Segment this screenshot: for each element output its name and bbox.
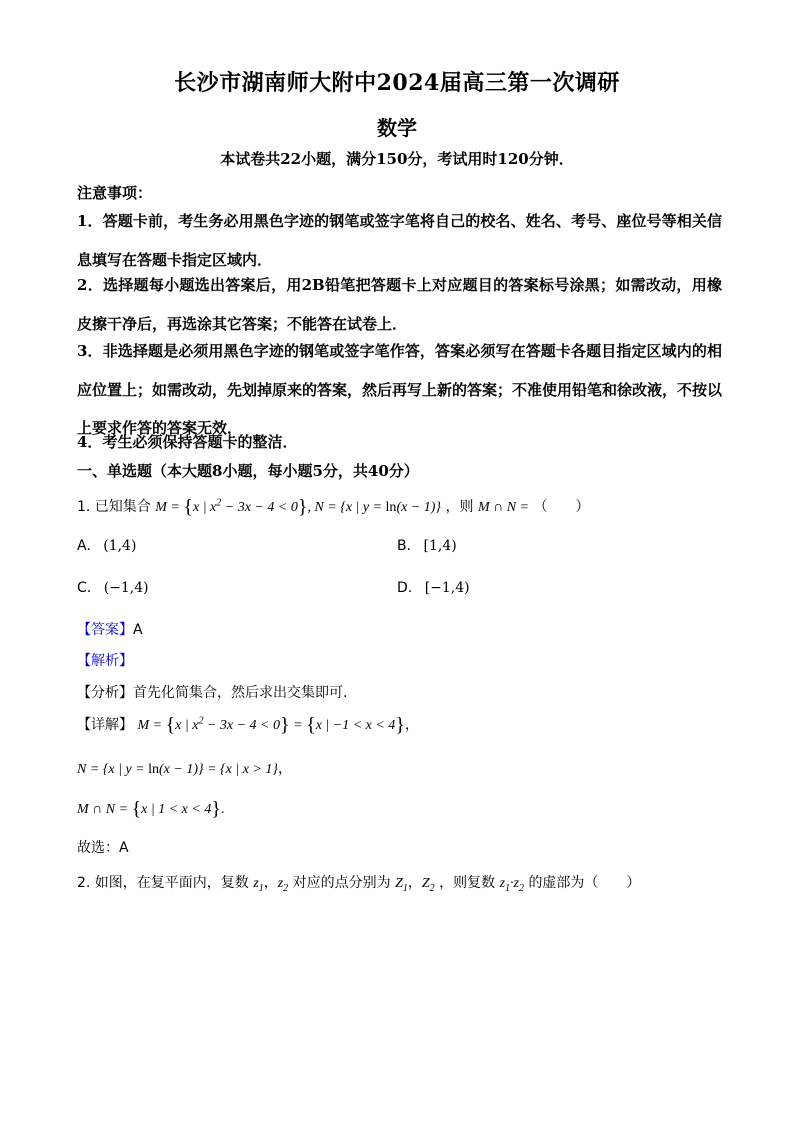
option-c [77,580,149,596]
analysis-tag: 【解析】 [77,653,133,669]
fenxi-tag: 【分析】 [77,685,133,701]
notice-heading: 注意事项： [77,184,153,202]
option-a-label: A. [77,538,91,554]
notice-item-3: 3．非选择题是必须用黑色字迹的钢笔或签字笔作答，答案必须写在答题卡各题目指定区域内的相应位置上；如需改动，先划掉原来的答案，然后再写上新的答案；不准使用铅笔和徐改液，不按以上要求作答的答案无效． [77,342,723,437]
answer-value: A [133,622,143,638]
option-d-value: [−1,4) [424,580,470,596]
question-2-text-a: 2. 如图，在复平面内，复数 [77,875,249,891]
option-b-label: B. [397,538,412,554]
option-b-value: [1,4) [423,538,457,554]
subject-title: 数学 [377,116,417,140]
question-2-product: $z_1\cdot z_2$ [499,876,524,894]
option-a [77,538,136,554]
detail-formula-3: M ∩ N = {x | 1 < x < 4}. [77,798,225,820]
fenxi-line [77,682,347,702]
question-2-text-d: 的虚部为（ ） [528,875,641,891]
detail-formula-1: M = {x | $x^2 - 3x - 4 < 0\} = \{x$ | −1 < x < 4}， [137,714,419,736]
question-1-paren: （ ） [533,499,590,515]
exam-title: 长沙市湖南师大附中2024届高三第一次调研 [174,70,620,96]
option-d-label: D. [397,580,413,596]
question-2-text-b: 对应的点分别为 [292,875,391,891]
notice-item-4: 4．考生必须保持答题卡的整洁． [77,433,298,451]
detail-formula-2: N = {x | y = ln(x − 1)} = {x | x > 1}， [77,762,292,777]
question-1-formula: M = {x | $x^2 - 3x - 4 < 0$}, N = {x | y = ln(x − 1)} [155,496,442,518]
notice-item-2: 2．选择题每小题选出答案后，用2B铅笔把答题卡上对应题目的答案标号涂黑；如需改动，用橡皮擦干净后，再选涂其它答案；不能答在试卷上． [77,276,722,333]
notice-item-1: 1．答题卡前，考生务必用黑色字迹的钢笔或签字笔将自己的校名、姓名、考号、座位号等相关信息填写在答题卡指定区域内． [77,212,722,269]
question-2-text-c: ，则复数 [439,875,496,891]
option-c-label: C. [77,580,92,596]
analysis-line [77,650,133,670]
detail-line-1 [77,714,419,737]
fenxi-text: 首先化简集合，然后求出交集即可. [133,685,348,701]
question-1-target: M ∩ N = [477,500,529,515]
option-b [397,538,457,554]
answer-line [77,619,143,639]
question-2: 2. 如图，在复平面内，复数 $z_1$，$z_2$ 对应的点分别为 $Z_1$，$Z_2$ ，则复数 $z_1\cdot z_2$ 的虚部为（ ） [77,875,641,894]
option-c-value: (−1,4) [103,580,149,596]
detail-tag: 【详解】 [77,717,133,733]
question-1-prefix: 1. 已知集合 [77,499,151,515]
section-heading-single-choice: 一、单选题（本大题8小题，每小题5分，共40分） [77,462,419,480]
option-a-value: (1,4) [103,538,137,554]
question-2-points: $Z_1$ [395,876,408,894]
option-d [397,580,470,596]
question-2-z1z2: $z_1$ [253,876,264,894]
question-1-suffix: ，则 [445,499,474,515]
conclusion-line: 故选：A [77,840,129,856]
question-1 [77,496,589,519]
paper-info: 本试卷共22小题，满分150分，考试用时120分钟． [220,150,574,168]
answer-tag: 【答案】 [77,622,133,638]
